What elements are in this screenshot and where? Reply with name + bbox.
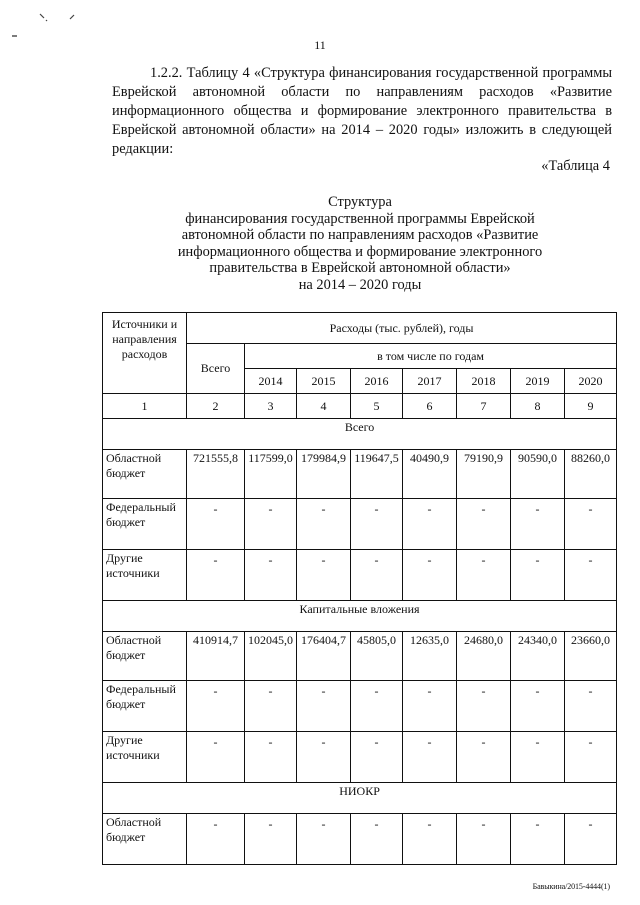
financing-table — [102, 312, 617, 865]
header-by-years: в том числе по годам — [245, 344, 617, 369]
header-year: 2017 — [403, 369, 457, 394]
value-cell: 410914,7 — [187, 632, 245, 681]
section-title: Всего — [103, 419, 617, 450]
value-cell: - — [297, 499, 351, 550]
value-cell: - — [403, 814, 457, 865]
column-number: 7 — [457, 394, 511, 419]
value-cell: - — [297, 814, 351, 865]
column-number: 8 — [511, 394, 565, 419]
table-row — [103, 814, 617, 865]
table-row — [103, 681, 617, 732]
table-row — [103, 499, 617, 550]
value-cell: - — [511, 732, 565, 783]
header-year: 2020 — [565, 369, 617, 394]
value-cell: - — [187, 814, 245, 865]
value-cell: - — [565, 499, 617, 550]
value-cell: 176404,7 — [297, 632, 351, 681]
table-caption — [140, 194, 580, 293]
value-cell: 179984,9 — [297, 450, 351, 499]
section-title: НИОКР — [103, 783, 617, 814]
value-cell: - — [187, 681, 245, 732]
page-number: 11 — [314, 38, 326, 52]
header-year: 2015 — [297, 369, 351, 394]
row-source: Областной бюджет — [103, 814, 187, 865]
value-cell: 117599,0 — [245, 450, 297, 499]
caption-line: Структура — [328, 194, 392, 210]
value-cell: - — [351, 681, 403, 732]
header-year: 2016 — [351, 369, 403, 394]
value-cell: - — [511, 499, 565, 550]
value-cell: - — [403, 681, 457, 732]
value-cell: - — [457, 681, 511, 732]
row-source: Другие источники — [103, 550, 187, 601]
value-cell: 12635,0 — [403, 632, 457, 681]
column-number: 4 — [297, 394, 351, 419]
column-number: 3 — [245, 394, 297, 419]
value-cell: - — [245, 550, 297, 601]
value-cell: - — [457, 732, 511, 783]
value-cell: - — [297, 732, 351, 783]
value-cell: 721555,8 — [187, 450, 245, 499]
value-cell: - — [187, 732, 245, 783]
header-year: 2018 — [457, 369, 511, 394]
section-title: Капитальные вложения — [103, 601, 617, 632]
intro-text — [112, 64, 612, 159]
value-cell: - — [245, 732, 297, 783]
value-cell: - — [457, 550, 511, 601]
value-cell: - — [351, 499, 403, 550]
value-cell: - — [245, 814, 297, 865]
table-row — [103, 550, 617, 601]
value-cell: - — [565, 814, 617, 865]
column-number: 5 — [351, 394, 403, 419]
document-footer: Бавыкина/2015-4444(1) — [532, 882, 610, 891]
value-cell: 45805,0 — [351, 632, 403, 681]
value-cell: - — [297, 681, 351, 732]
row-source: Областной бюджет — [103, 450, 187, 499]
caption-line: информационного общества и формирование электронного — [177, 243, 543, 260]
value-cell: - — [511, 814, 565, 865]
scan-marks — [10, 6, 100, 42]
value-cell: 119647,5 — [351, 450, 403, 499]
column-number: 1 — [103, 394, 187, 419]
table-row — [103, 632, 617, 681]
row-source: Областной бюджет — [103, 632, 187, 681]
value-cell: - — [351, 550, 403, 601]
value-cell: - — [565, 681, 617, 732]
value-cell: 40490,9 — [403, 450, 457, 499]
value-cell: - — [245, 499, 297, 550]
caption-line: автономной области по направлениям расходов «Развитие — [181, 227, 539, 243]
header-year: 2019 — [511, 369, 565, 394]
value-cell: 23660,0 — [565, 632, 617, 681]
value-cell: - — [351, 814, 403, 865]
value-cell: 24340,0 — [511, 632, 565, 681]
value-cell: - — [403, 732, 457, 783]
table-reference: «Таблица 4 — [541, 158, 610, 174]
value-cell: 102045,0 — [245, 632, 297, 681]
intro-paragraph: 1.2.2. Таблицу 4 «Структура финансирования государственной программы Еврейской автономной области по направлениям расходов «Развитие информационного общества и формирование электронного правительства в Еврейской автономной области» на 2014 – 2020 годы» изложить в следующей редакции: — [112, 65, 612, 157]
caption-line: на 2014 – 2020 годы — [298, 276, 422, 293]
header-sources: Источники и направления расходов — [103, 313, 187, 394]
row-source: Федеральный бюджет — [103, 681, 187, 732]
value-cell: - — [511, 550, 565, 601]
value-cell: 88260,0 — [565, 450, 617, 499]
value-cell: - — [457, 499, 511, 550]
value-cell: - — [457, 814, 511, 865]
value-cell: - — [565, 732, 617, 783]
value-cell: - — [351, 732, 403, 783]
header-year: 2014 — [245, 369, 297, 394]
value-cell: - — [187, 550, 245, 601]
column-number: 9 — [565, 394, 617, 419]
row-source: Федеральный бюджет — [103, 499, 187, 550]
column-number: 6 — [403, 394, 457, 419]
row-source: Другие источники — [103, 732, 187, 783]
caption-line: финансирования государственной программы Еврейской — [185, 210, 535, 227]
value-cell: 24680,0 — [457, 632, 511, 681]
value-cell: - — [245, 681, 297, 732]
table-row — [103, 732, 617, 783]
value-cell: - — [511, 681, 565, 732]
value-cell: 79190,9 — [457, 450, 511, 499]
value-cell: - — [187, 499, 245, 550]
table-row — [103, 450, 617, 499]
value-cell: - — [565, 550, 617, 601]
value-cell: - — [403, 550, 457, 601]
header-total: Всего — [187, 344, 245, 394]
value-cell: 90590,0 — [511, 450, 565, 499]
header-expenses: Расходы (тыс. рублей), годы — [187, 313, 617, 344]
value-cell: - — [297, 550, 351, 601]
caption-line: правительства в Еврейской автономной области» — [209, 260, 511, 276]
value-cell: - — [403, 499, 457, 550]
column-number: 2 — [187, 394, 245, 419]
